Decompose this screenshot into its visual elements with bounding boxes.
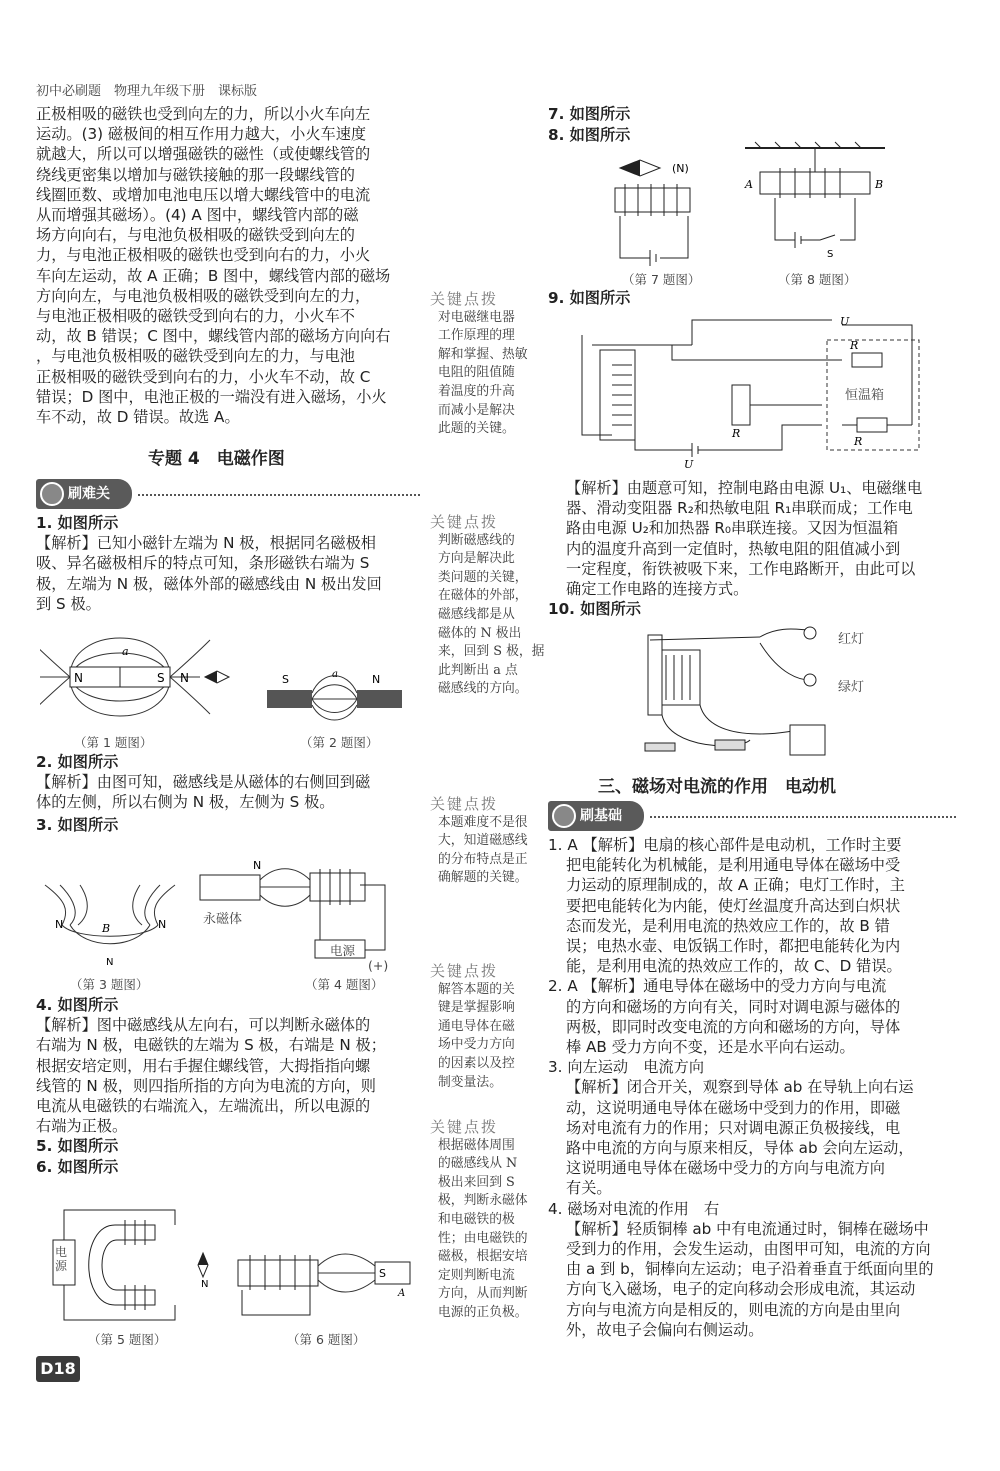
text-line: 【解析】图中磁感线从左向右，可以判断永磁体的 bbox=[36, 1016, 371, 1035]
note-line: 本题难度不是很 bbox=[438, 814, 528, 830]
svg-text:(N): (N) bbox=[672, 162, 689, 175]
caption-fig3: （第 3 题图） bbox=[70, 977, 149, 992]
svg-text:N: N bbox=[106, 957, 114, 968]
note-title: 关键点拨 bbox=[430, 513, 499, 531]
svg-text:S: S bbox=[282, 673, 289, 686]
text-line: 【解析】已知小磁针左端为 N 极，根据同名磁极相 bbox=[36, 534, 376, 553]
text-line: 右端为 N 极，电磁铁的左端为 S 极，右端是 N 极； bbox=[36, 1036, 386, 1055]
q9-heading: 9. 如图所示 bbox=[548, 289, 631, 307]
figure-6-solenoid bbox=[230, 1240, 420, 1330]
label-power-source-fig5: 电源 bbox=[55, 1245, 68, 1273]
text-line: 【解析】闭合开关，观察到导体 ab 在导轨上向右运 bbox=[566, 1078, 914, 1097]
note-line: 磁感线的方向。 bbox=[438, 681, 528, 697]
text-line: 错误；D 图中，电池正极的一端没有进入磁场，小火 bbox=[36, 387, 387, 406]
figure-2-magnet-poles bbox=[262, 665, 407, 740]
svg-text:S: S bbox=[379, 1267, 386, 1280]
text-line: 方向与电流方向是相反的，则电流的方向是由里向 bbox=[566, 1300, 901, 1319]
q5-heading: 5. 如图所示 bbox=[36, 1137, 119, 1156]
text-line: 确定工作电路的连接方式。 bbox=[566, 580, 749, 599]
note-line: 键是掌握影响 bbox=[438, 1000, 515, 1016]
svg-text:a: a bbox=[122, 645, 129, 658]
text-line: 动，这说明通电导体在磁场中受到力的作用，即磁 bbox=[566, 1098, 901, 1117]
svg-text:N: N bbox=[74, 671, 83, 685]
q6-heading: 6. 如图所示 bbox=[36, 1157, 119, 1176]
text-line: 力运动的原理制成的，故 A 正确；电灯工作时，主 bbox=[566, 876, 905, 895]
note-line: 此题的关键。 bbox=[438, 421, 515, 437]
text-line: 器、滑动变阻器 R₂和热敏电阻 R₁串联而成；工作电 bbox=[566, 499, 913, 518]
text-line: 电流从电磁铁的右端流入，左端流出，所以电源的 bbox=[36, 1097, 371, 1116]
text-line: 运动。(3) 磁极间的相互作用力越大，小火车速度 bbox=[36, 125, 367, 144]
text-line: 方向飞入磁场，电子的定向移动会形成电流，其运动 bbox=[566, 1280, 916, 1299]
note-line: 确解题的关键。 bbox=[438, 870, 528, 886]
text-line: 态而发光，是利用电流的热效应工作的，故 B 错 bbox=[566, 916, 890, 935]
key-point-note-2 bbox=[430, 513, 550, 699]
svg-text:S: S bbox=[827, 249, 834, 260]
text-line: 要把电能转化为内能，使灯丝温度升高达到白炽状 bbox=[566, 896, 901, 915]
label-thermostat-box: 恒温箱 bbox=[845, 388, 885, 403]
caption-fig1: （第 1 题图） bbox=[74, 735, 153, 750]
note-line: 制变量法。 bbox=[438, 1074, 502, 1090]
text-line: 就越大，所以可以增强磁铁的磁性（或使螺线管的 bbox=[36, 145, 371, 164]
text-line: 【解析】轻质铜棒 ab 中有电流通过时，铜棒在磁场中 bbox=[566, 1219, 929, 1238]
badge-label: 刷基础 bbox=[580, 808, 622, 824]
section-title-motor: 三、磁场对电流的作用 电动机 bbox=[598, 777, 836, 797]
note-line: 此判断出 a 点 bbox=[438, 662, 518, 678]
brush-icon bbox=[40, 482, 64, 506]
label-green-lamp: 绿灯 bbox=[838, 680, 865, 695]
text-line: 一定程度，衔铁被吸下来，工作电路断开，由此可以 bbox=[566, 559, 916, 578]
note-line: 解和掌握、热敏 bbox=[438, 346, 528, 362]
figure-8-hanging-solenoid bbox=[735, 140, 895, 270]
text-line: 这说明通电导体在磁场中受力的方向与电流方向 bbox=[566, 1159, 885, 1178]
figure-7-solenoid-compass bbox=[600, 150, 710, 270]
prev-answer-paragraph bbox=[36, 104, 420, 427]
q8-heading: 8. 如图所示 bbox=[548, 126, 631, 144]
text-line: 车向左运动，故 A 正确；B 图中，螺线管内部的磁场 bbox=[36, 266, 391, 285]
badge-basic bbox=[548, 801, 644, 831]
svg-text:R: R bbox=[854, 435, 863, 448]
text-line: 车不动，故 D 错误。故选 A。 bbox=[36, 408, 240, 427]
note-line: 工作原理的理 bbox=[438, 328, 515, 344]
svg-text:B: B bbox=[102, 922, 111, 935]
note-title: 关键点拨 bbox=[430, 962, 499, 980]
label-plus-terminal: (+) bbox=[368, 958, 389, 973]
note-line: 着温度的升高 bbox=[438, 383, 515, 399]
text-line: 根据安培定则，用右手握住螺线管，大拇指指向螺 bbox=[36, 1056, 371, 1075]
key-point-note-5 bbox=[430, 1118, 550, 1323]
caption-fig5: （第 5 题图） bbox=[88, 1332, 167, 1347]
text-line: 到 S 极。 bbox=[36, 594, 101, 613]
svg-text:B: B bbox=[875, 178, 884, 191]
q1-block bbox=[36, 513, 426, 614]
text-line: 内的温度升高到一定值时，热敏电阻的阻值减小到 bbox=[566, 539, 901, 558]
text-line: 从而增强其磁场）。(4) A 图中，螺线管内部的磁 bbox=[36, 206, 359, 225]
text-line: 误；电热水壶、电饭锅工作时，都把电能转化为内 bbox=[566, 937, 901, 956]
svg-text:N: N bbox=[55, 918, 64, 931]
caption-fig8: （第 8 题图） bbox=[778, 272, 857, 287]
svg-text:R: R bbox=[732, 427, 741, 440]
text-line: 体的左侧，所以右侧为 N 极，左侧为 S 极。 bbox=[36, 793, 335, 812]
caption-fig4: （第 4 题图） bbox=[305, 977, 384, 992]
text-line: 动，故 B 错误；C 图中，螺线管内部的磁场方向向右 bbox=[36, 327, 391, 346]
badge-label: 刷难关 bbox=[68, 486, 110, 502]
text-line: 两极，即同时改变电流的方向和磁场的方向，导体 bbox=[566, 1017, 901, 1036]
text-line: 右端为正极。 bbox=[36, 1117, 128, 1136]
note-line: 对电磁继电器 bbox=[438, 309, 515, 325]
text-line: 吸、异名磁极相斥的特点可知，条形磁铁右端为 S bbox=[36, 554, 370, 573]
svg-text:N: N bbox=[180, 671, 189, 685]
label-permanent-magnet: 永磁体 bbox=[203, 912, 243, 927]
note-line: 和电磁铁的极 bbox=[438, 1211, 515, 1227]
note-line: 类问题的关键， bbox=[438, 569, 528, 585]
note-line: 方向，从而判断 bbox=[438, 1286, 528, 1302]
svg-text:U: U bbox=[684, 458, 694, 470]
caption-fig6: （第 6 题图） bbox=[287, 1332, 366, 1347]
text-line: 绕线更密集以增加与磁铁接触的那一段螺线管的 bbox=[36, 165, 355, 184]
note-line: 定则判断电流 bbox=[438, 1267, 515, 1283]
text-line: 与电池正极相吸的磁铁受到向右的力，小火车不 bbox=[36, 307, 355, 326]
text-line: 极，左端为 N 极，磁体外部的磁感线由 N 极出发回 bbox=[36, 574, 382, 593]
key-point-note-3 bbox=[430, 795, 550, 888]
text-line: 线圈匝数、或增加电池电压以增大螺线管中的电流 bbox=[36, 185, 371, 204]
note-line: 磁体的 N 极出 bbox=[438, 625, 522, 641]
answers-block bbox=[548, 835, 958, 1340]
q2-block bbox=[36, 752, 426, 813]
note-line: 的磁感线从 N bbox=[438, 1156, 518, 1172]
page-number: D18 bbox=[36, 1356, 80, 1382]
text-line: 场方向向右，与电池负极相吸的磁铁受到向左的 bbox=[36, 226, 355, 245]
text-line: 由 a 到 b，铜棒向左运动；电子沿着垂直于纸面向里的 bbox=[566, 1260, 934, 1279]
note-line: 极，判断永磁体 bbox=[438, 1193, 528, 1209]
text-line: 棒 AB 受力方向不变，还是水平向右运动。 bbox=[566, 1038, 855, 1057]
q9-analysis bbox=[548, 478, 958, 619]
divider bbox=[138, 494, 420, 496]
note-line: 解答本题的关 bbox=[438, 981, 515, 997]
note-line: 的分布特点是正 bbox=[438, 851, 528, 867]
note-line: 性；由电磁铁的 bbox=[438, 1230, 528, 1246]
text-line: 方向向左，与电池负极相吸的磁铁受到向左的力， bbox=[36, 286, 371, 305]
text-line: 路中电流的方向与原来相反，导体 ab 会向左运动， bbox=[566, 1139, 914, 1158]
note-line: 大，知道磁感线 bbox=[438, 833, 528, 849]
divider bbox=[650, 816, 956, 818]
text-line: 【解析】由图可知，磁感线是从磁体的右侧回到磁 bbox=[36, 773, 371, 792]
key-point-note-1 bbox=[430, 290, 550, 439]
svg-text:N: N bbox=[372, 673, 381, 686]
q4-heading: 4. 如图所示 bbox=[36, 996, 119, 1014]
text-line: 外，故电子会偏向右侧运动。 bbox=[566, 1320, 764, 1339]
text-line: 正极相吸的磁铁也受到向左的力，所以小火车向左 bbox=[36, 105, 371, 123]
text-line: 正极相吸的磁铁受到向右的力，小火车不动，故 C bbox=[36, 367, 371, 386]
note-line: 磁感线都是从 bbox=[438, 606, 515, 622]
label-power-source: 电源 bbox=[330, 943, 356, 958]
note-line: 场中受力方向 bbox=[438, 1037, 515, 1053]
note-line: 通电导体在磁 bbox=[438, 1018, 515, 1034]
q3-heading: 3. 如图所示 bbox=[36, 816, 119, 834]
figure-1-bar-magnet-field bbox=[40, 625, 240, 740]
svg-text:U: U bbox=[840, 315, 850, 328]
svg-text:S: S bbox=[157, 671, 165, 685]
svg-text:N: N bbox=[201, 1279, 209, 1290]
label-red-lamp: 红灯 bbox=[838, 632, 865, 647]
q7-heading: 7. 如图所示 bbox=[548, 105, 631, 123]
svg-text:N: N bbox=[253, 859, 262, 872]
key-point-note-4 bbox=[430, 962, 550, 1092]
q1-heading: 1. 如图所示 bbox=[36, 514, 119, 532]
text-line: 路由电源 U₂和加热器 R₀串联连接。又因为恒温箱 bbox=[566, 519, 899, 538]
q10-heading: 10. 如图所示 bbox=[548, 600, 641, 619]
note-title: 关键点拨 bbox=[430, 290, 499, 308]
note-title: 关键点拨 bbox=[430, 795, 499, 813]
q2-heading: 2. 如图所示 bbox=[36, 753, 119, 771]
badge-hard bbox=[36, 479, 132, 509]
svg-text:N: N bbox=[158, 918, 167, 931]
svg-text:A: A bbox=[745, 178, 753, 191]
q4-block bbox=[36, 995, 426, 1177]
note-line: 的因素以及控 bbox=[438, 1055, 515, 1071]
section-title-topic4: 专题 4 电磁作图 bbox=[148, 449, 285, 469]
text-line: 线管的 N 极，则四指所指的方向为电流的方向，则 bbox=[36, 1076, 376, 1095]
note-title: 关键点拨 bbox=[430, 1118, 499, 1136]
text-line: 【解析】由题意可知，控制电路由电源 U₁、电磁继电 bbox=[566, 479, 923, 497]
text-line: 4. 磁场对电流的作用 右 bbox=[548, 1199, 720, 1218]
note-line: 在磁体的外部， bbox=[438, 588, 528, 604]
svg-text:a: a bbox=[332, 669, 338, 680]
text-line: 1. A 【解析】电扇的核心部件是电动机，工作时主要 bbox=[548, 836, 902, 854]
svg-text:A: A bbox=[398, 1288, 406, 1299]
note-line: 电源的正负极。 bbox=[438, 1304, 528, 1320]
caption-fig2: （第 2 题图） bbox=[300, 735, 379, 750]
caption-fig7: （第 7 题图） bbox=[622, 272, 701, 287]
text-line: 能，是利用电流的热效应工作的，故 C、D 错误。 bbox=[566, 957, 902, 976]
text-line: 2. A 【解析】通电导体在磁场中的受力方向与电流 bbox=[548, 977, 887, 996]
note-line: 根据磁体周围 bbox=[438, 1137, 515, 1153]
text-line: ，与电池负极相吸的磁铁受到向左的力，与电池 bbox=[36, 347, 355, 366]
note-line: 而减小是解决 bbox=[438, 402, 515, 418]
figure-5-u-magnet bbox=[45, 1205, 220, 1330]
note-line: 方向是解决此 bbox=[438, 551, 515, 567]
note-line: 磁极，根据安培 bbox=[438, 1249, 528, 1265]
text-line: 的方向和磁场的方向有关，同时对调电源与磁体的 bbox=[566, 997, 901, 1016]
figure-10-relay-lamps bbox=[640, 625, 840, 760]
figure-3-field-lines bbox=[40, 880, 180, 970]
note-line: 来，回到 S 极，据 bbox=[438, 644, 545, 660]
text-line: 有关。 bbox=[566, 1179, 612, 1198]
text-line: 场对电流有力的作用；只对调电源正负极接线，电 bbox=[566, 1118, 901, 1137]
svg-text:R: R bbox=[850, 339, 859, 352]
text-line: 受到力的作用，会发生运动，由图甲可知，电流的方向 bbox=[566, 1240, 931, 1259]
running-header: 初中必刷题 物理九年级下册 课标版 bbox=[36, 84, 258, 99]
note-line: 电阻的阻值随 bbox=[438, 365, 515, 381]
brush-icon bbox=[552, 804, 576, 828]
text-line: 把电能转化为机械能，是利用通电导体在磁场中受 bbox=[566, 856, 901, 875]
text-line: 力，与电池正极相吸的磁铁也受到向右的力，小火 bbox=[36, 246, 371, 265]
text-line: 3. 向左运动 电流方向 bbox=[548, 1058, 705, 1077]
note-line: 极出来回到 S bbox=[438, 1174, 515, 1190]
note-line: 判断磁感线的 bbox=[438, 532, 515, 548]
